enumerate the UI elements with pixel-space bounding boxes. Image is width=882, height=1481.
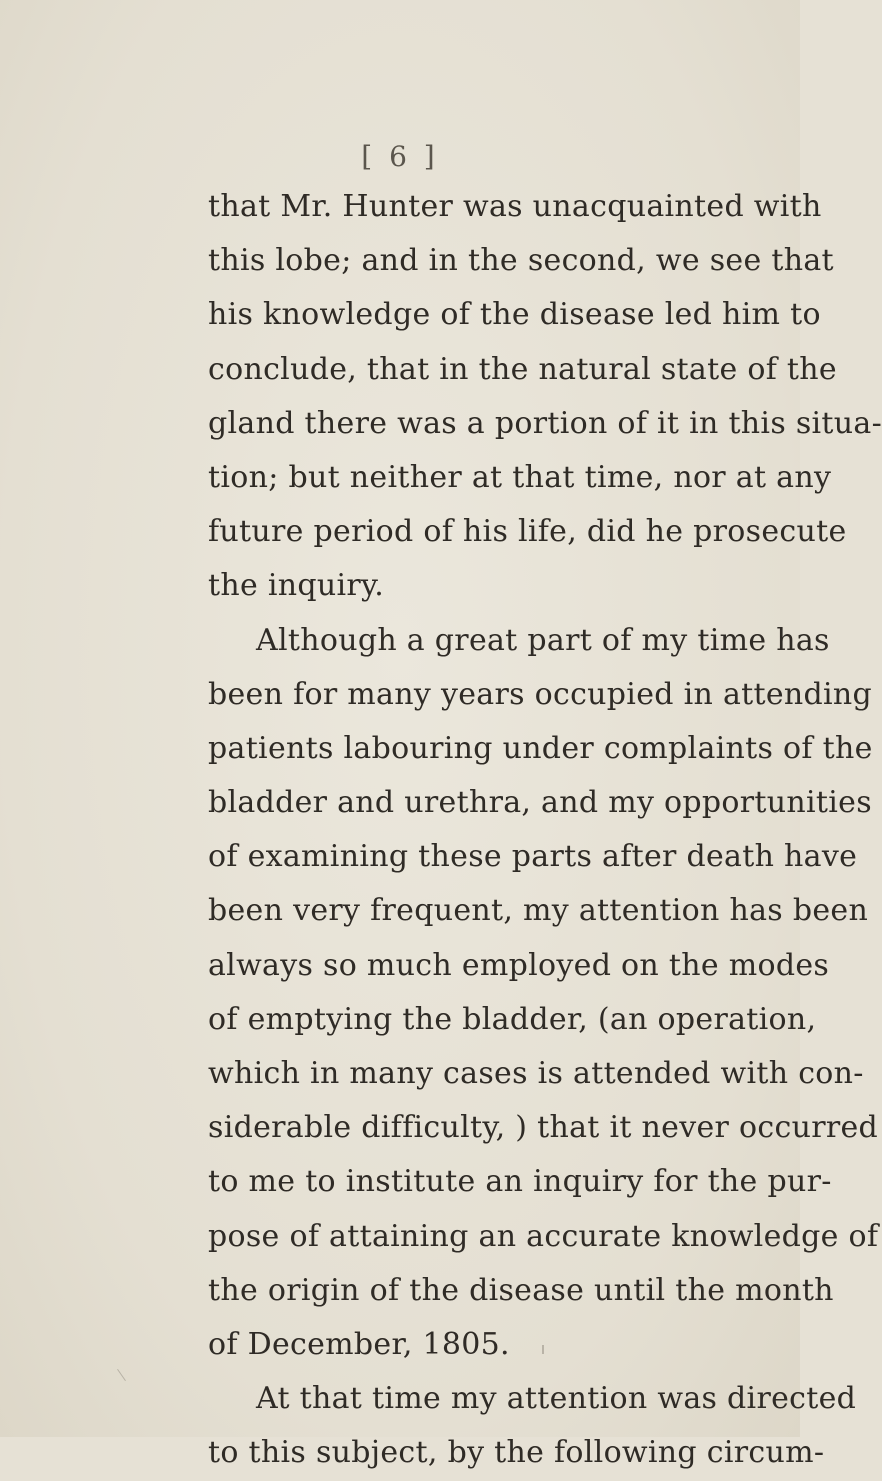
text-line: pose of attaining an accurate knowledge of — [208, 1218, 879, 1254]
text-line: gland there was a portion of it in this situa- — [208, 405, 882, 441]
body-text — [208, 180, 882, 1481]
text-line: the origin of the disease until the month — [208, 1272, 834, 1308]
paper-speck — [117, 1369, 126, 1381]
text-line: to this subject, by the following circum- — [208, 1435, 825, 1471]
text-line: of emptying the bladder, (an operation, — [208, 1001, 817, 1037]
text-line: the inquiry. — [208, 568, 385, 604]
text-line: conclude, that in the natural state of the — [208, 351, 837, 387]
paragraph-start-line: Although a great part of my time has — [256, 622, 830, 658]
text-line: future period of his life, did he prosecute — [208, 514, 847, 550]
text-line: of December, 1805. — [208, 1326, 510, 1362]
text-line: of examining these parts after death have — [208, 839, 858, 875]
text-line: always so much employed on the modes — [208, 947, 830, 983]
text-line: been very frequent, my attention has been — [208, 893, 869, 929]
text-line: his knowledge of the disease led him to — [208, 297, 821, 333]
paper-speck — [542, 1345, 544, 1354]
text-line: bladder and urethra, and my opportunities — [208, 785, 872, 821]
text-line: patients labouring under complaints of the — [208, 730, 873, 766]
text-line: this lobe; and in the second, we see that — [208, 243, 834, 279]
paragraph-start-line: At that time my attention was directed — [256, 1381, 857, 1417]
text-line: that Mr. Hunter was unacquainted with — [208, 189, 822, 224]
text-line: tion; but neither at that time, nor at any — [208, 459, 832, 495]
text-line: been for many years occupied in attending — [208, 676, 873, 712]
text-line: which in many cases is attended with con- — [208, 1056, 864, 1091]
text-line: siderable difficulty, ) that it never occurred — [208, 1110, 879, 1146]
page-number: [ 6 ] — [361, 140, 439, 173]
text-line: to me to institute an inquiry for the pur- — [208, 1164, 832, 1200]
